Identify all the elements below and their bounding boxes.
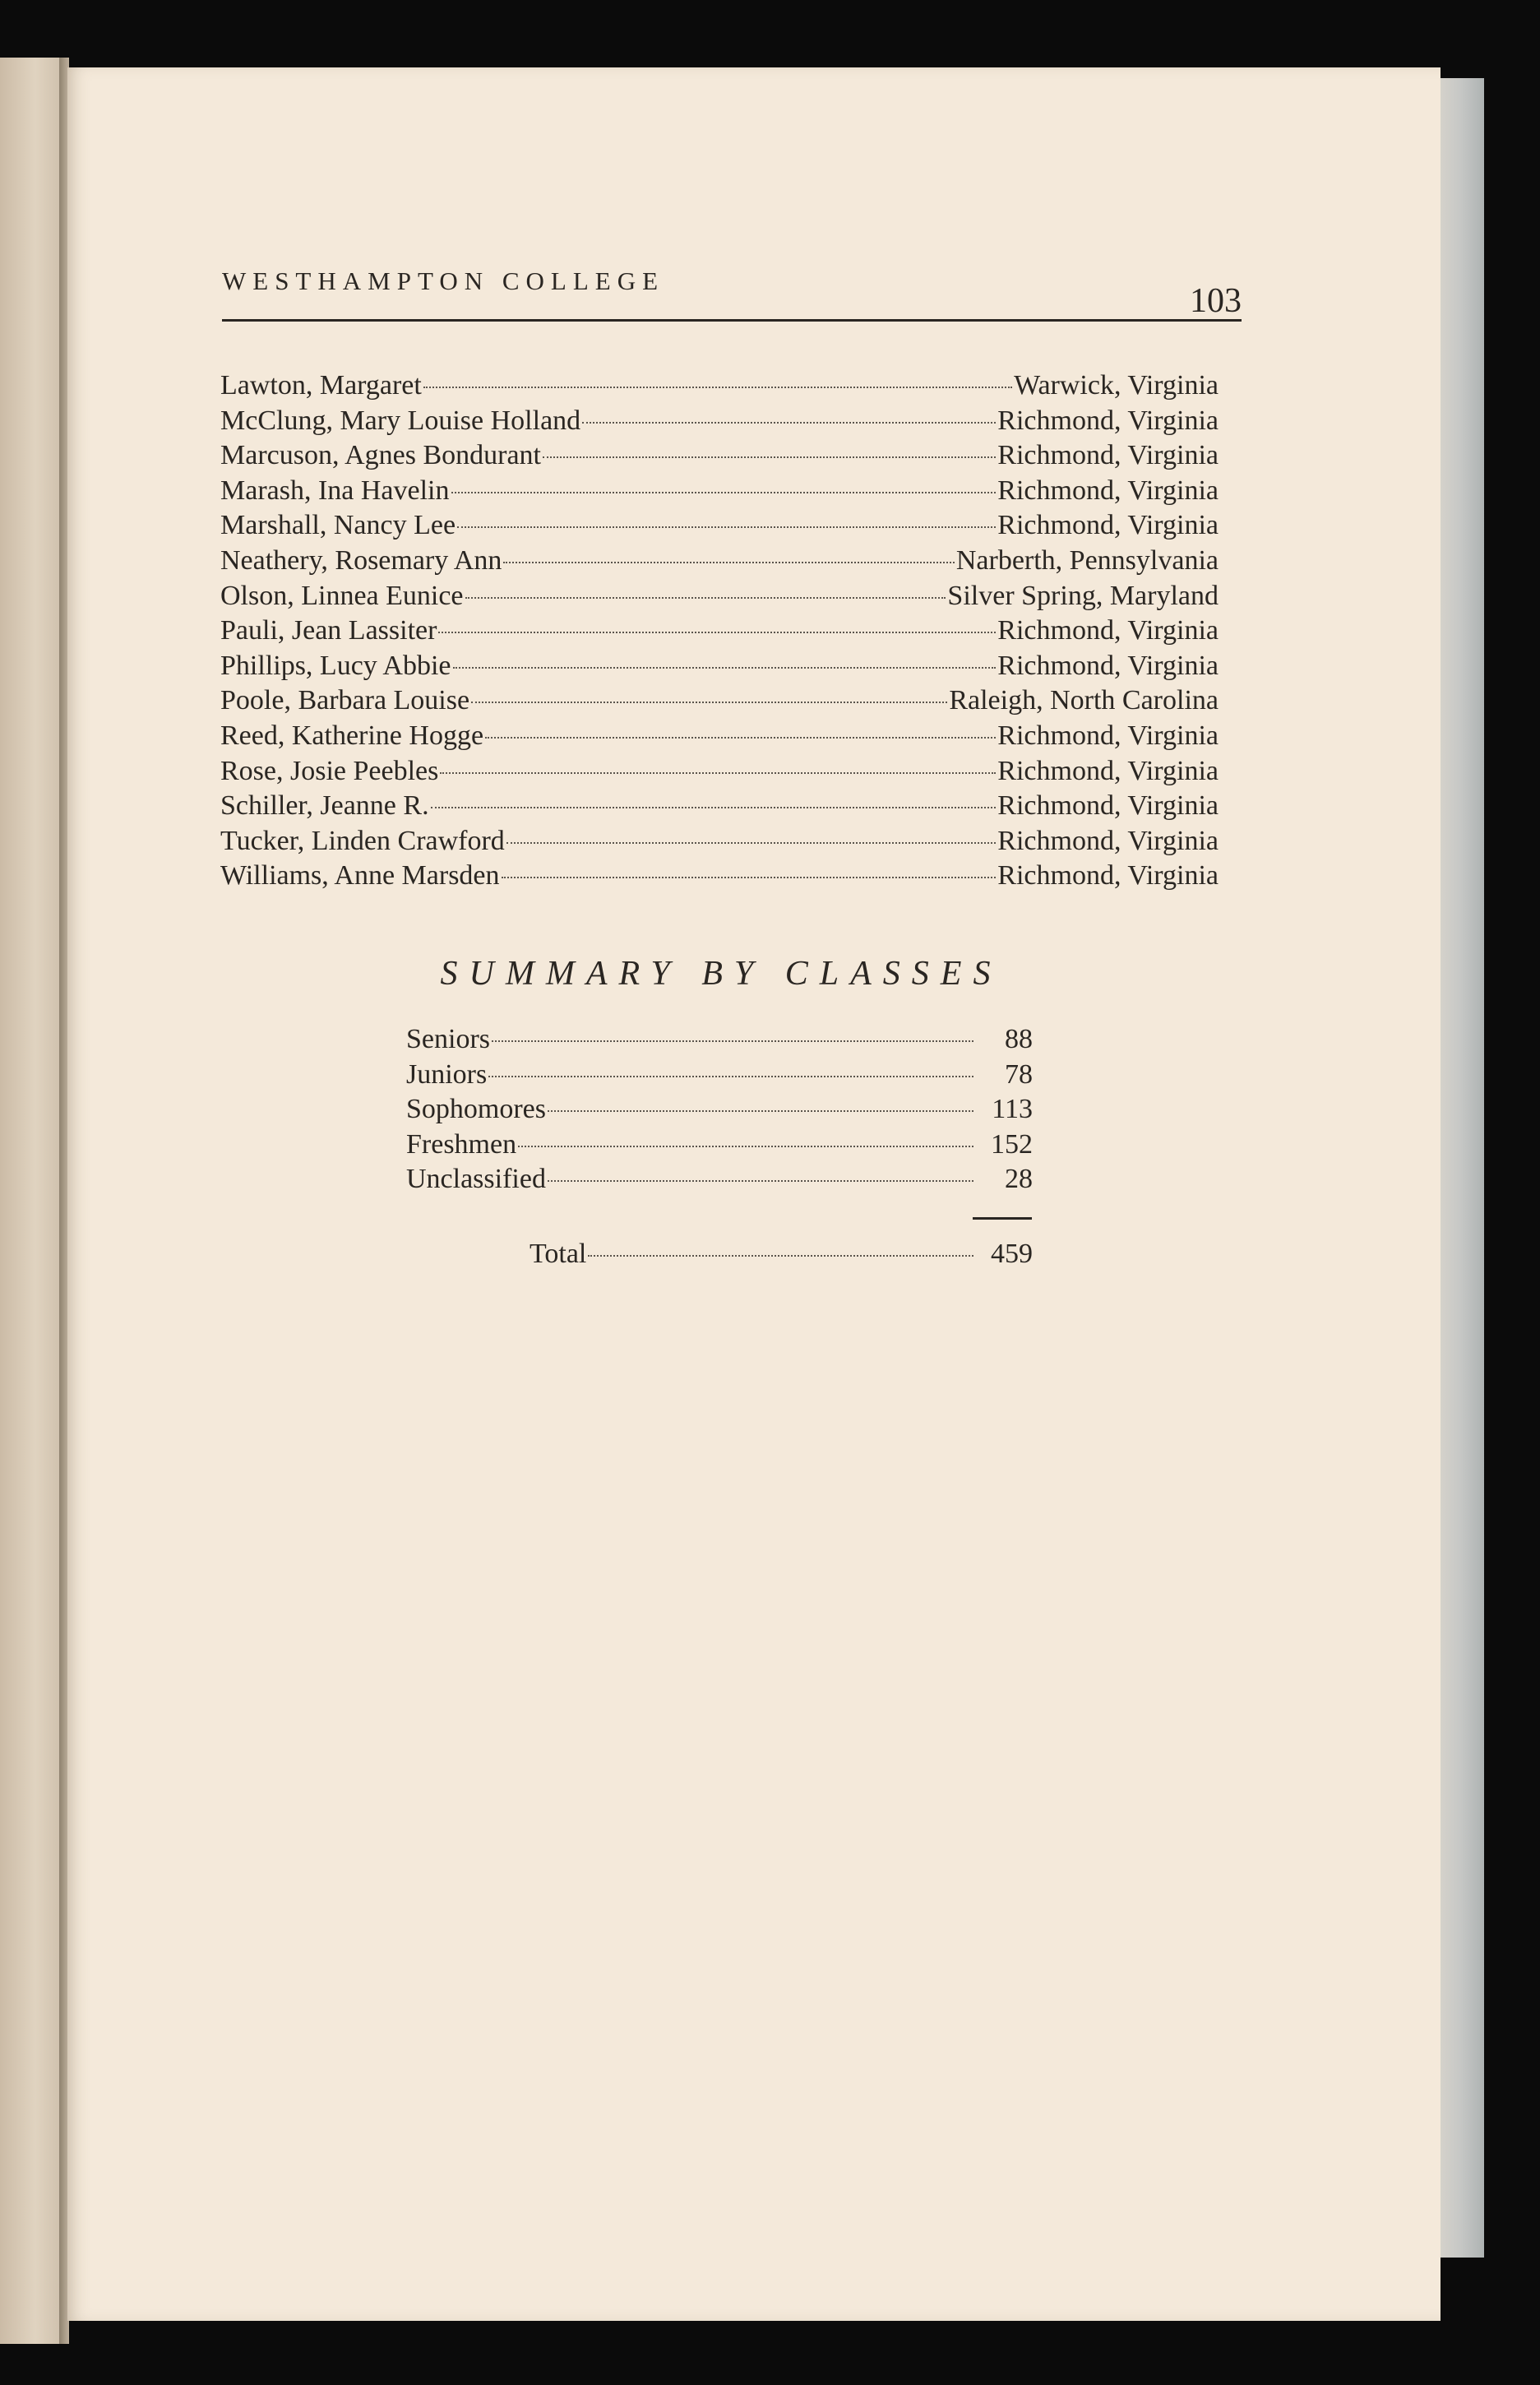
dot-leader	[485, 737, 996, 739]
student-list	[220, 368, 1219, 894]
list-item	[220, 859, 1219, 894]
student-hometown: Richmond, Virginia	[997, 510, 1219, 541]
dot-leader	[451, 492, 997, 493]
student-name: Rose, Josie Peebles	[220, 755, 439, 786]
student-hometown: Richmond, Virginia	[997, 825, 1219, 856]
summary-row	[406, 1022, 1033, 1058]
class-count: 88	[1005, 1024, 1033, 1054]
student-name: McClung, Mary Louise Holland	[220, 405, 581, 436]
student-name: Olson, Linnea Eunice	[220, 580, 464, 611]
dot-leader	[588, 1255, 973, 1257]
list-item	[220, 683, 1219, 719]
total-label: Total	[530, 1239, 587, 1269]
student-name: Marshall, Nancy Lee	[220, 510, 456, 541]
student-name: Pauli, Jean Lassiter	[220, 615, 437, 646]
dot-leader	[543, 456, 996, 458]
student-name: Poole, Barbara Louise	[220, 685, 470, 716]
list-item	[220, 368, 1219, 404]
student-name: Neathery, Rosemary Ann	[220, 544, 502, 576]
dot-leader	[431, 807, 997, 808]
class-count: 28	[1005, 1164, 1033, 1195]
class-label: Seniors	[406, 1024, 490, 1054]
class-count: 152	[991, 1128, 1033, 1160]
list-item	[220, 789, 1219, 824]
dot-leader	[548, 1110, 973, 1112]
dot-leader	[488, 1076, 973, 1077]
student-hometown: Warwick, Virginia	[1014, 370, 1219, 401]
student-name: Phillips, Lucy Abbie	[220, 650, 451, 681]
dot-leader	[465, 597, 946, 599]
list-item	[220, 719, 1219, 754]
student-hometown: Richmond, Virginia	[997, 650, 1219, 681]
student-hometown: Richmond, Virginia	[997, 440, 1219, 471]
list-item	[220, 508, 1219, 544]
dot-leader	[440, 772, 996, 774]
student-hometown: Richmond, Virginia	[997, 790, 1219, 822]
dot-leader	[503, 562, 954, 563]
dot-leader	[582, 422, 996, 424]
student-hometown: Richmond, Virginia	[997, 860, 1219, 891]
dot-leader	[453, 667, 997, 669]
student-hometown: Raleigh, North Carolina	[949, 685, 1219, 716]
student-hometown: Richmond, Virginia	[997, 405, 1219, 436]
summary-row	[406, 1092, 1033, 1128]
dot-leader	[471, 702, 947, 703]
dot-leader	[457, 526, 996, 528]
class-label: Sophomores	[406, 1094, 546, 1125]
list-item	[220, 754, 1219, 790]
class-label: Unclassified	[406, 1164, 546, 1195]
facing-page-edge	[0, 58, 64, 2344]
student-hometown: Richmond, Virginia	[997, 755, 1219, 786]
total-rule	[973, 1217, 1032, 1220]
dot-leader	[506, 842, 996, 844]
summary-heading: SUMMARY BY CLASSES	[440, 955, 1002, 993]
class-count: 113	[992, 1094, 1033, 1125]
list-item	[220, 824, 1219, 859]
class-label: Juniors	[406, 1058, 488, 1090]
student-name: Schiller, Jeanne R.	[220, 790, 429, 822]
student-hometown: Richmond, Virginia	[997, 475, 1219, 506]
student-hometown: Narberth, Pennsylvania	[955, 544, 1219, 576]
list-item	[220, 544, 1219, 579]
running-header	[222, 262, 1242, 322]
student-name: Williams, Anne Marsden	[220, 860, 500, 891]
total-count: 459	[991, 1239, 1033, 1269]
list-item	[220, 614, 1219, 649]
list-item	[220, 474, 1219, 509]
student-hometown: Richmond, Virginia	[997, 615, 1219, 646]
page-number: 103	[1190, 282, 1242, 320]
running-title: WESTHAMPTON COLLEGE	[222, 266, 665, 295]
list-item	[220, 579, 1219, 614]
dot-leader	[423, 387, 1012, 388]
student-name: Marash, Ina Havelin	[220, 475, 450, 506]
summary-row	[406, 1058, 1033, 1093]
page-stack-edge	[1435, 78, 1484, 2258]
summary-row	[406, 1128, 1033, 1163]
summary-table	[406, 1022, 1033, 1197]
student-name: Marcuson, Agnes Bondurant	[220, 440, 542, 471]
dot-leader	[492, 1040, 973, 1042]
student-hometown: Silver Spring, Maryland	[947, 580, 1219, 611]
summary-total-row	[530, 1237, 1033, 1272]
class-label: Freshmen	[406, 1128, 517, 1160]
dot-leader	[502, 877, 997, 878]
list-item	[220, 649, 1219, 684]
list-item	[220, 404, 1219, 439]
student-hometown: Richmond, Virginia	[997, 720, 1219, 751]
class-count: 78	[1005, 1058, 1033, 1090]
student-name: Tucker, Linden Crawford	[220, 825, 505, 856]
student-name: Lawton, Margaret	[220, 370, 422, 401]
summary-row	[406, 1162, 1033, 1197]
list-item	[220, 438, 1219, 474]
dot-leader	[518, 1146, 973, 1147]
dot-leader	[438, 632, 996, 633]
student-name: Reed, Katherine Hogge	[220, 720, 484, 751]
dot-leader	[548, 1180, 973, 1182]
